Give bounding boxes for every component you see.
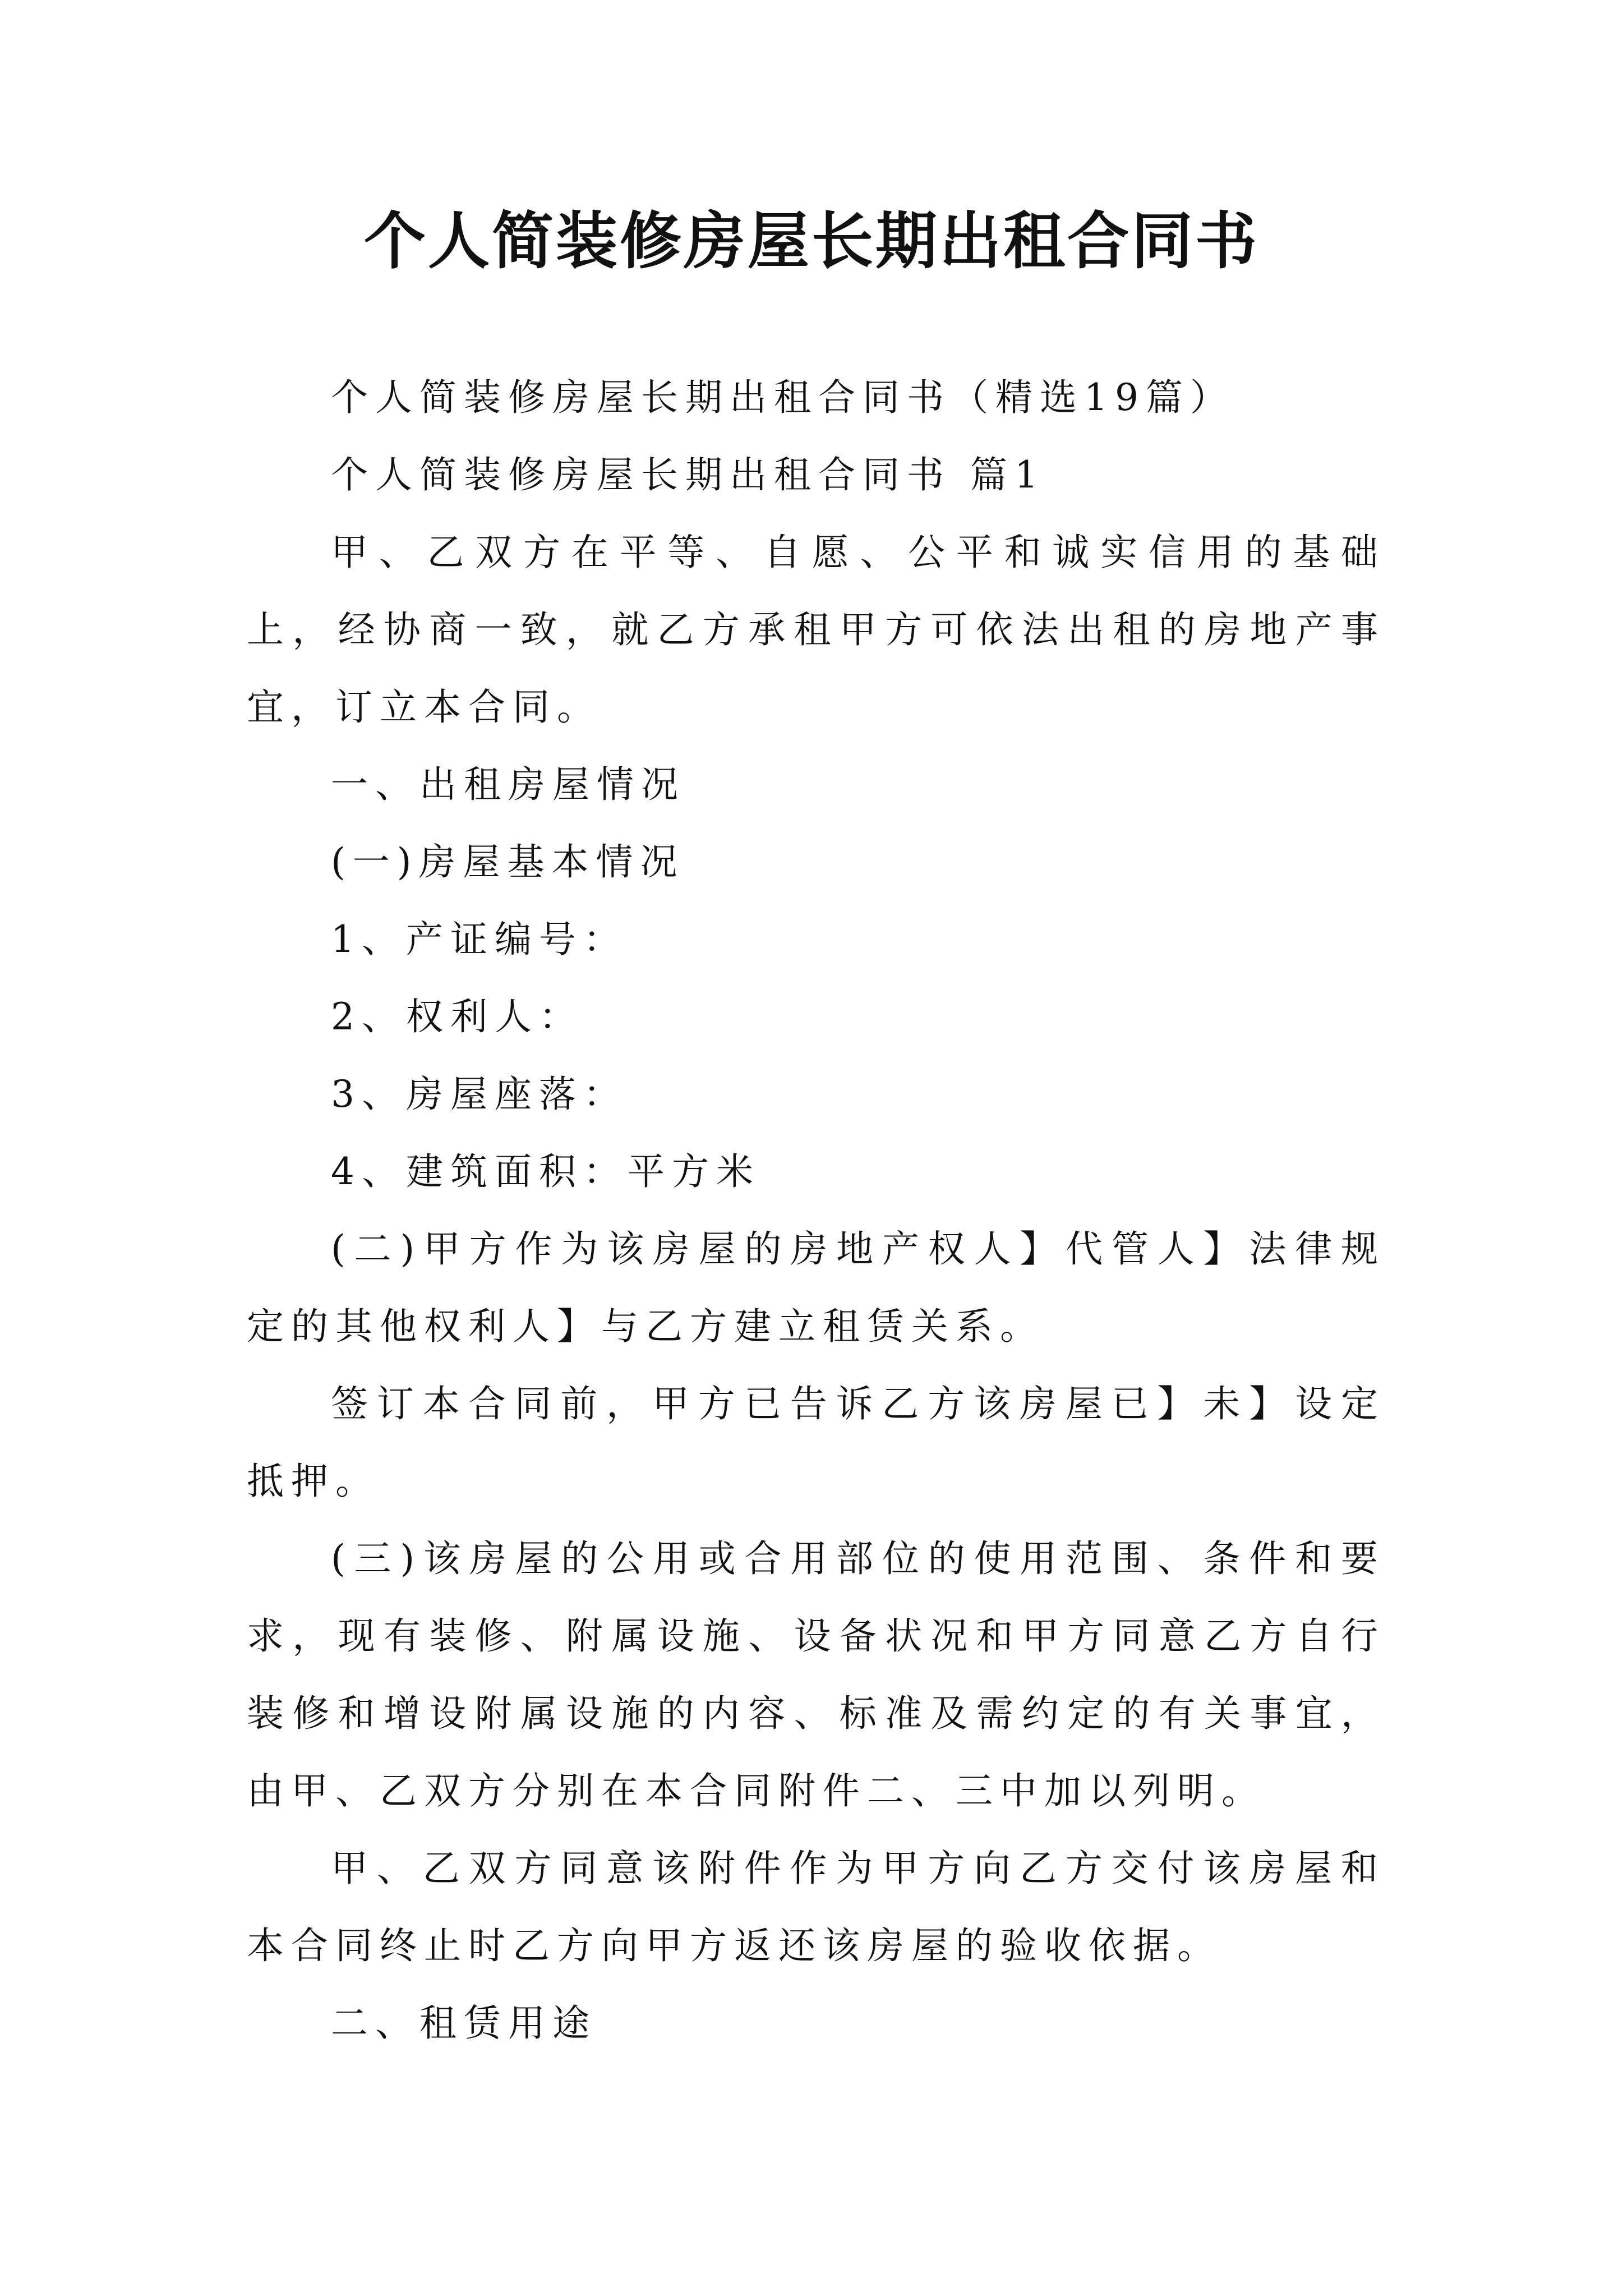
field-owner: 2、权利人： <box>331 995 583 1038</box>
clause-acceptance-basis: 甲、乙双方同意该附件作为甲方向乙方交付该房屋和本合同终止时乙方向甲方返还该房屋的验收依据。 <box>247 1847 1385 1967</box>
heading-basic-info: (一)房屋基本情况 <box>331 840 685 884</box>
heading-rental-property: 一、出租房屋情况 <box>331 763 685 806</box>
subtitle-paragraph: 个人简装修房屋长期出租合同书（精选19篇） <box>331 376 1234 419</box>
section-heading-part1: 个人简装修房屋长期出租合同书 篇1 <box>331 453 1045 496</box>
clause-shared-areas: (三)该房屋的公用或合用部位的使用范围、条件和要求，现有装修、附属设施、设备状况和甲方同意乙方自行装修和增设附属设施的内容、标准及需约定的有关事宜，由甲、乙双方分别在本合同附件二、三中加以列明。 <box>247 1537 1385 1812</box>
field-floor-area: 4、建筑面积：平方米 <box>331 1150 760 1193</box>
preamble-paragraph: 甲、乙双方在平等、自愿、公平和诚实信用的基础上，经协商一致，就乙方承租甲方可依法出租的房地产事宜，订立本合同。 <box>247 531 1385 729</box>
document-title: 个人简装修房屋长期出租合同书 <box>364 205 1259 277</box>
clause-lessor-capacity: (二)甲方作为该房屋的房地产权人】代管人】法律规定的其他权利人】与乙方建立租赁关系。 <box>247 1227 1385 1348</box>
clause-mortgage-notice: 签订本合同前，甲方已告诉乙方该房屋已】未】设定抵押。 <box>247 1382 1385 1503</box>
document-body <box>247 359 1385 2062</box>
field-certificate-number: 1、产证编号： <box>331 918 628 961</box>
field-location: 3、房屋座落： <box>331 1073 628 1116</box>
heading-lease-purpose: 二、租赁用途 <box>331 2001 597 2045</box>
